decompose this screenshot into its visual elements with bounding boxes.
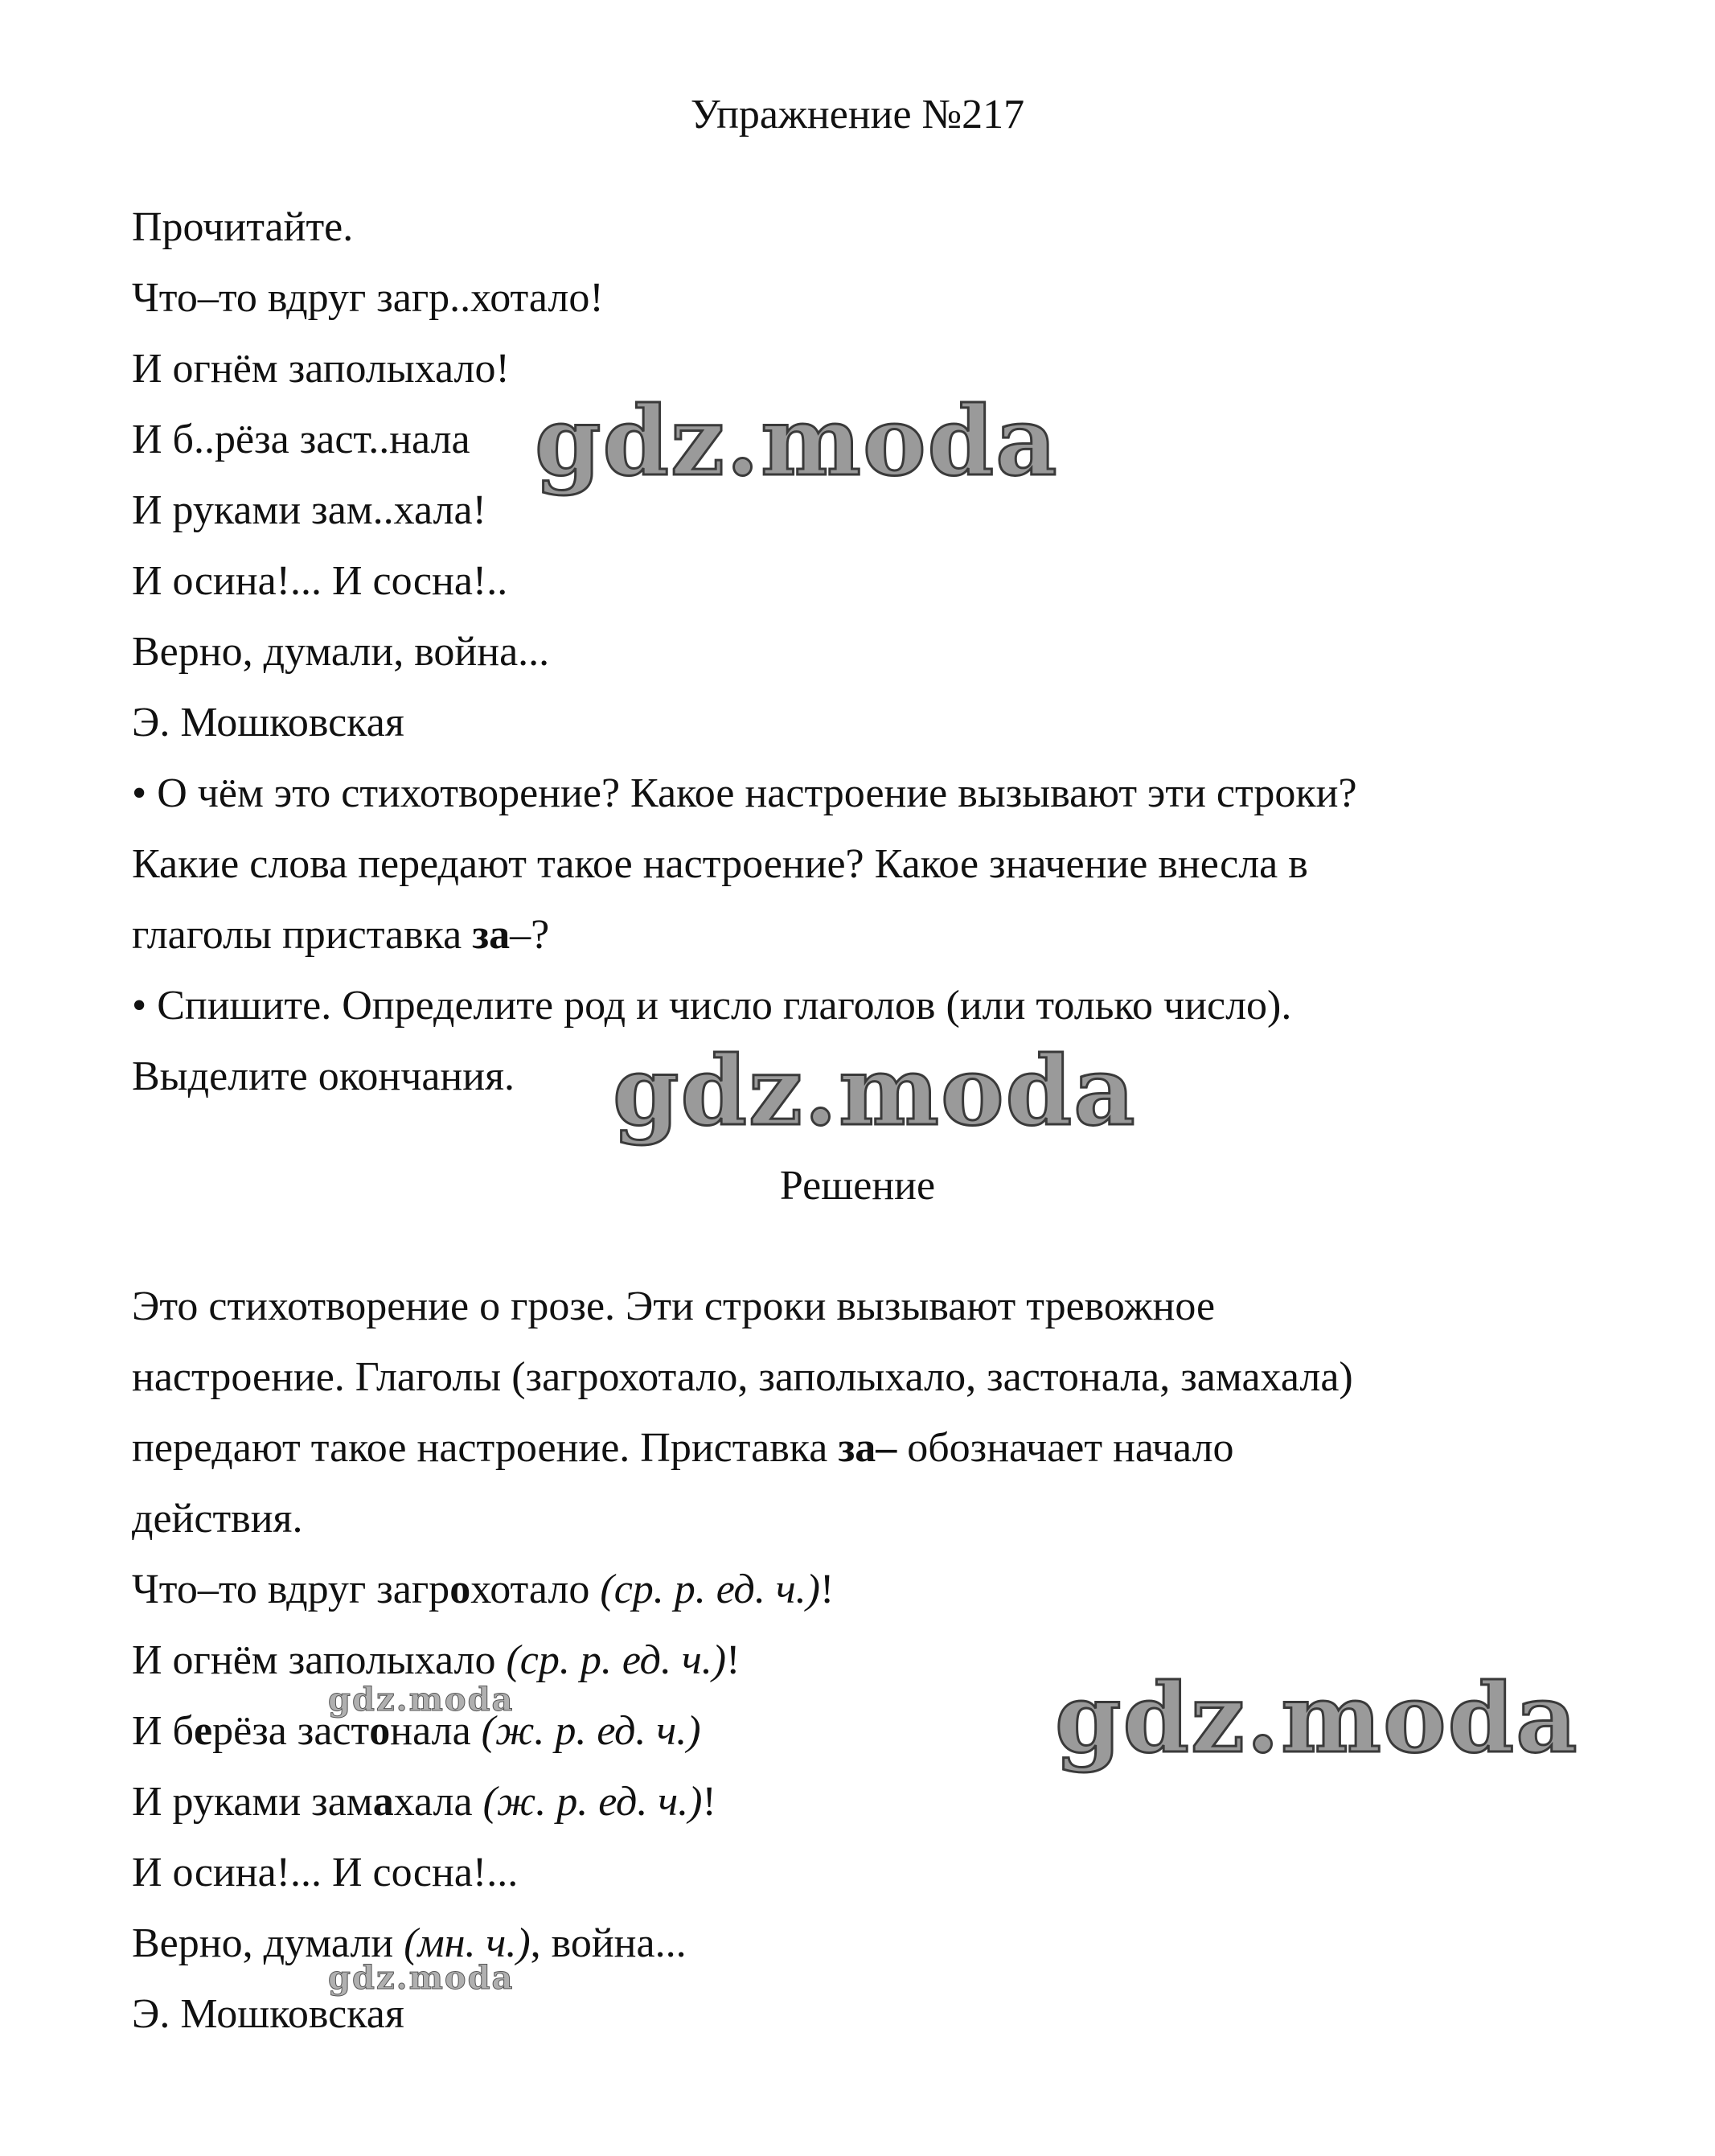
grammar-note: (ср. р. ед. ч.) — [506, 1637, 727, 1683]
solution-paragraph: Это стихотворение о грозе. Эти строки вызывают тревожное — [132, 1283, 1216, 1329]
question-1-line: • О чём это стихотворение? Какое настроение вызывают эти строки? — [132, 770, 1357, 816]
solution-heading: Решение — [779, 1163, 936, 1209]
solution-poem-line: И осина!... И сосна!... — [132, 1850, 519, 1895]
grammar-note: (ж. р. ед. ч.) — [482, 1779, 703, 1825]
poem-line: И огнём заполыхало! — [132, 346, 510, 392]
solution-paragraph: передают такое настроение. Приставка за– обозначает начало — [132, 1425, 1234, 1471]
page-title: Упражнение №217 — [690, 92, 1025, 138]
grammar-note: (мн. ч.) — [404, 1920, 531, 1966]
poem-line: И б..рёза заст..нала — [132, 417, 470, 462]
solution-poem-line: И огнём заполыхало (ср. р. ед. ч.)! — [132, 1637, 741, 1683]
poem-line: Верно, думали, война... — [132, 629, 550, 675]
watermark: gdz.moda — [613, 1035, 1137, 1147]
poem-line: И осина!... И сосна!.. — [132, 558, 508, 604]
poem-line: Что–то вдруг загр..хотало! — [132, 275, 604, 321]
poem-line: И руками зам..хала! — [132, 487, 486, 533]
solution-paragraph: настроение. Глаголы (загрохотало, заполыхало, застонала, замахала) — [132, 1354, 1353, 1400]
question-2-line: Выделите окончания. — [132, 1053, 515, 1099]
question-1-line: Какие слова передают такое настроение? Какое значение внесла в — [132, 841, 1308, 887]
grammar-note: (ж. р. ед. ч.) — [481, 1708, 701, 1754]
question-2-line: • Спишите. Определите род и число глаголов (или только число). — [132, 983, 1292, 1029]
poem-author: Э. Мошковская — [132, 700, 404, 745]
watermark: gdz.moda — [535, 385, 1059, 497]
solution-poem-line: И берёза застонала (ж. р. ед. ч.) — [132, 1708, 701, 1754]
question-1-line: глаголы приставка за–? — [132, 912, 550, 958]
watermark: gdz.moda — [1055, 1662, 1579, 1774]
watermark: gdz.moda — [328, 1959, 515, 1997]
solution-poem-line: И руками замахала (ж. р. ед. ч.)! — [132, 1779, 716, 1825]
solution-poem-line: Что–то вдруг загрохотало (ср. р. ед. ч.)! — [132, 1567, 835, 1612]
task-intro: Прочитайте. — [132, 204, 354, 250]
solution-author: Э. Мошковская — [132, 1991, 404, 2037]
solution-poem-line: Верно, думали (мн. ч.), война... — [132, 1920, 687, 1966]
grammar-note: (ср. р. ед. ч.) — [600, 1567, 820, 1612]
watermark: gdz.moda — [328, 1681, 515, 1719]
prefix-highlight: за — [472, 912, 511, 958]
prefix-highlight: за– — [838, 1425, 897, 1471]
solution-paragraph: действия. — [132, 1496, 303, 1542]
